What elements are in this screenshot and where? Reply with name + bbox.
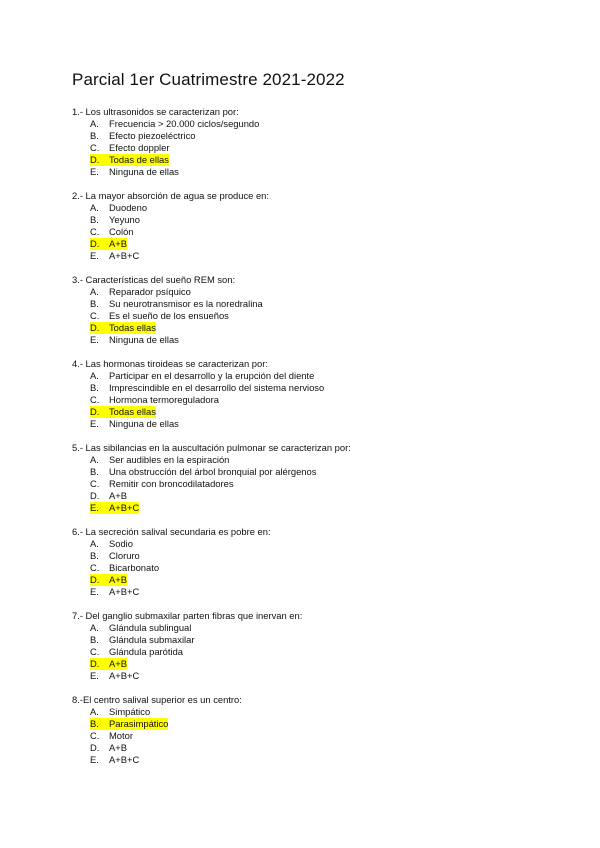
option-text: Colón xyxy=(109,226,134,237)
answer-option xyxy=(72,490,572,502)
option-letter: C. xyxy=(90,226,100,237)
answer-option xyxy=(72,706,572,718)
answer-option xyxy=(72,622,572,634)
correct-answer-text: Todas ellas xyxy=(109,406,156,417)
answer-option xyxy=(72,502,572,514)
question-block xyxy=(72,610,572,682)
question-text: 8.-El centro salival superior es un centro: xyxy=(72,694,242,705)
option-text: A+B+C xyxy=(109,754,140,765)
page-title: Parcial 1er Cuatrimestre 2021-2022 xyxy=(72,70,345,89)
correct-answer-text: Todas ellas xyxy=(109,322,156,333)
answer-option xyxy=(72,214,572,226)
option-letter: D. xyxy=(90,574,109,586)
correct-answer-text: A+B xyxy=(109,574,127,585)
option-letter: B. xyxy=(90,382,99,393)
option-letter: B. xyxy=(90,214,99,225)
answer-option xyxy=(72,286,572,298)
option-text: Efecto doppler xyxy=(109,142,170,153)
answer-option xyxy=(72,382,572,394)
answer-option xyxy=(72,562,572,574)
answer-option xyxy=(72,658,572,670)
option-letter: E. xyxy=(90,418,99,429)
option-letter: E. xyxy=(90,250,99,261)
option-text: Ninguna de ellas xyxy=(109,334,179,345)
option-text: Glándula sublingual xyxy=(109,622,192,633)
option-text: Frecuencia > 20.000 ciclos/segundo xyxy=(109,118,260,129)
answer-option xyxy=(72,478,572,490)
answer-option xyxy=(72,238,572,250)
option-letter: A. xyxy=(90,706,99,717)
answer-option xyxy=(72,646,572,658)
option-letter: A. xyxy=(90,454,99,465)
option-letter: E. xyxy=(90,334,99,345)
question-block xyxy=(72,526,572,598)
correct-answer-text: Todas de ellas xyxy=(109,154,169,165)
option-letter: A. xyxy=(90,622,99,633)
answer-option xyxy=(72,118,572,130)
answer-option xyxy=(72,394,572,406)
question-text: 7.- Del ganglio submaxilar parten fibras que inervan en: xyxy=(72,610,303,621)
option-text: A+B+C xyxy=(109,670,140,681)
option-text: Sodio xyxy=(109,538,133,549)
option-text: A+B+C xyxy=(109,250,140,261)
option-letter: D. xyxy=(90,154,109,166)
answer-option xyxy=(72,310,572,322)
option-text: Glándula parótida xyxy=(109,646,184,657)
option-text: Imprescindible en el desarrollo del sistema nervioso xyxy=(109,382,325,393)
option-letter: C. xyxy=(90,394,100,405)
question-block xyxy=(72,442,572,514)
answer-option xyxy=(72,550,572,562)
answer-option xyxy=(72,322,572,334)
answer-option xyxy=(72,670,572,682)
option-letter: C. xyxy=(90,310,100,321)
question-text: 1.- Los ultrasonidos se caracterizan por: xyxy=(72,106,239,117)
question-block xyxy=(72,358,572,430)
answer-option xyxy=(72,226,572,238)
answer-option xyxy=(72,454,572,466)
option-letter: C. xyxy=(90,730,100,741)
option-text: A+B xyxy=(109,490,127,501)
answer-option xyxy=(72,166,572,178)
option-text: A+B xyxy=(109,742,127,753)
correct-answer-text: Parasimpático xyxy=(109,718,169,729)
option-text: Motor xyxy=(109,730,133,741)
question-text: 5.- Las sibilancias en la auscultación pulmonar se caracterizan por: xyxy=(72,442,351,453)
option-text: Remitir con broncodilatadores xyxy=(109,478,234,489)
option-text: Ser audibles en la espiración xyxy=(109,454,230,465)
answer-option xyxy=(72,154,572,166)
option-letter: A. xyxy=(90,286,99,297)
option-text: Una obstrucción del árbol bronquial por alérgenos xyxy=(109,466,317,477)
answer-option xyxy=(72,754,572,766)
answer-option xyxy=(72,634,572,646)
option-text: Hormona termoreguladora xyxy=(109,394,219,405)
option-text: Bicarbonato xyxy=(109,562,160,573)
option-letter: C. xyxy=(90,646,100,657)
answer-option xyxy=(72,718,572,730)
option-letter: D. xyxy=(90,238,109,250)
answer-option xyxy=(72,406,572,418)
option-letter: B. xyxy=(90,550,99,561)
answer-option xyxy=(72,586,572,598)
option-text: Yeyuno xyxy=(109,214,140,225)
option-text: Efecto piezoeléctrico xyxy=(109,130,196,141)
option-letter: A. xyxy=(90,370,99,381)
option-letter: C. xyxy=(90,562,100,573)
option-letter: B. xyxy=(90,298,99,309)
option-letter: E. xyxy=(90,754,99,765)
option-text: Cloruro xyxy=(109,550,140,561)
option-letter: B. xyxy=(90,718,109,730)
option-text: Su neurotransmisor es la noredralina xyxy=(109,298,263,309)
answer-option xyxy=(72,142,572,154)
option-letter: D. xyxy=(90,406,109,418)
option-letter: B. xyxy=(90,634,99,645)
answer-option xyxy=(72,334,572,346)
correct-answer-text: A+B xyxy=(109,658,127,669)
question-block xyxy=(72,106,572,178)
option-letter: A. xyxy=(90,202,99,213)
question-text: 4.- Las hormonas tiroideas se caracterizan por: xyxy=(72,358,268,369)
option-letter: E. xyxy=(90,502,109,514)
option-letter: E. xyxy=(90,166,99,177)
question-text: 2.- La mayor absorción de agua se produce en: xyxy=(72,190,269,201)
option-text: Ninguna de ellas xyxy=(109,418,179,429)
answer-option xyxy=(72,418,572,430)
answer-option xyxy=(72,298,572,310)
question-text: 3.- Características del sueño REM son: xyxy=(72,274,236,285)
option-letter: A. xyxy=(90,118,99,129)
option-text: Duodeno xyxy=(109,202,148,213)
option-letter: C. xyxy=(90,478,100,489)
option-text: Simpático xyxy=(109,706,151,717)
option-text: Ninguna de ellas xyxy=(109,166,179,177)
answer-option xyxy=(72,370,572,382)
correct-answer-text: A+B xyxy=(109,238,127,249)
option-letter: C. xyxy=(90,142,100,153)
option-letter: D. xyxy=(90,322,109,334)
option-letter: B. xyxy=(90,466,99,477)
option-letter: D. xyxy=(90,490,100,501)
question-block xyxy=(72,190,572,262)
answer-option xyxy=(72,250,572,262)
option-text: Reparador psíquico xyxy=(109,286,191,297)
option-letter: B. xyxy=(90,130,99,141)
answer-option xyxy=(72,538,572,550)
option-text: Participar en el desarrollo y la erupción del diente xyxy=(109,370,315,381)
option-text: Glándula submaxilar xyxy=(109,634,195,645)
option-letter: D. xyxy=(90,742,100,753)
answer-option xyxy=(72,130,572,142)
answer-option xyxy=(72,574,572,586)
answer-option xyxy=(72,202,572,214)
option-text: A+B+C xyxy=(109,586,140,597)
question-block xyxy=(72,274,572,346)
option-text: Es el sueño de los ensueños xyxy=(109,310,229,321)
question-block xyxy=(72,694,572,766)
option-letter: D. xyxy=(90,658,109,670)
answer-option xyxy=(72,742,572,754)
option-letter: E. xyxy=(90,586,99,597)
option-letter: A. xyxy=(90,538,99,549)
correct-answer-text: A+B+C xyxy=(109,502,140,513)
answer-option xyxy=(72,466,572,478)
option-letter: E. xyxy=(90,670,99,681)
question-text: 6.- La secreción salival secundaria es pobre en: xyxy=(72,526,271,537)
answer-option xyxy=(72,730,572,742)
